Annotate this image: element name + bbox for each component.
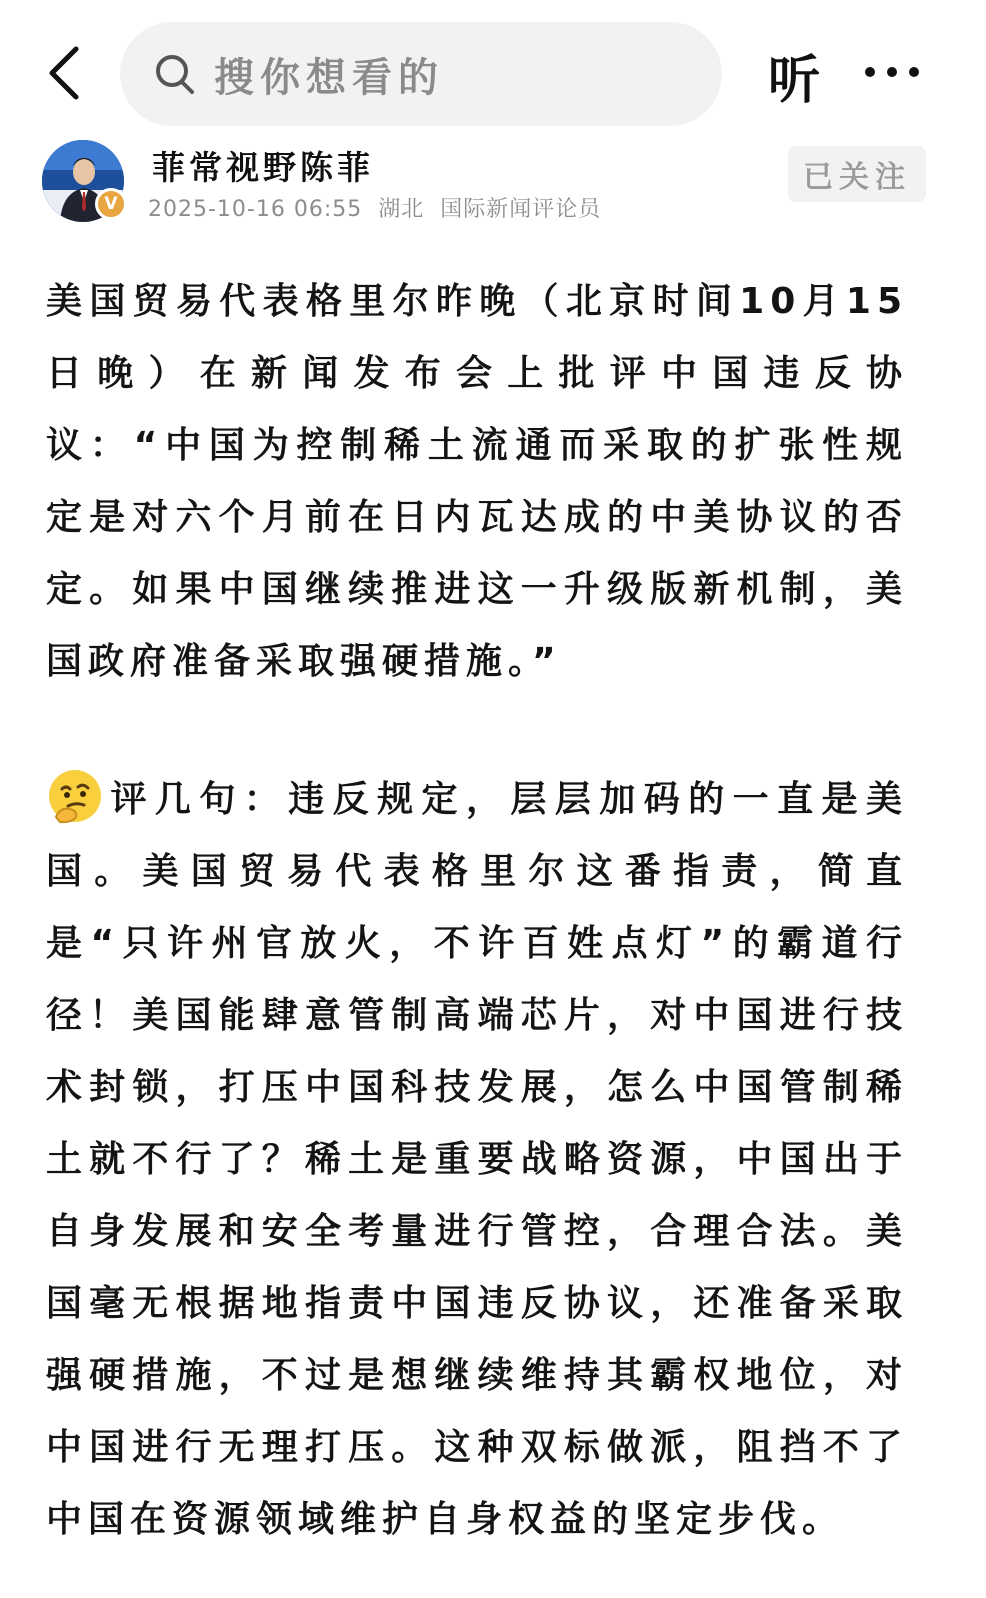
search-input[interactable] xyxy=(120,22,722,126)
back-button[interactable] xyxy=(34,38,94,108)
post-timestamp: 2025-10-16 06:55 xyxy=(148,197,363,222)
author-meta xyxy=(148,192,609,223)
search-icon xyxy=(152,51,198,97)
listen-button[interactable]: 听 xyxy=(768,51,821,111)
author-name[interactable]: 菲常视野陈菲 xyxy=(152,148,374,187)
comment-text: 评几句：违反规定，层层加码的一直是美国。美国贸易代表格里尔这番指责，简直是“只许州官放火，不许百姓点灯”的霸道行径！美国能肆意管制高端芯片，对中国进行技术封锁，打压中国科技发展，怎么中国管制稀土就不行了？稀土是重要战略资源，中国出于自身发展和安全考量进行管控，合理合法。美国毫无根据地指责中国违反协议，还准备采取强硬措施，不过是想继续维持其霸权地位，对中国进行无理打压。这种双标做派，阻挡不了中国在资源领域维护自身权益的坚定步伐。 xyxy=(46,779,908,1540)
top-bar xyxy=(0,0,986,140)
more-button[interactable] xyxy=(862,50,922,94)
author-header xyxy=(0,140,986,230)
post-location: 湖北 xyxy=(378,197,425,222)
verified-badge: V xyxy=(95,188,127,220)
article-paragraph-comment xyxy=(46,764,908,1556)
follow-button[interactable]: 已关注 xyxy=(788,146,926,202)
search-placeholder: 搜你想看的 xyxy=(214,54,444,101)
thinking-face-emoji-icon xyxy=(46,767,104,825)
article-paragraph: 美国贸易代表格里尔昨晚（北京时间10月15日晚）在新闻发布会上批评中国违反协议：“中国为控制稀土流通而采取的扩张性规定是对六个月前在日内瓦达成的中美协议的否定。如果中国继续推进这一升级版新机制，美国政府准备采取强硬措施。” xyxy=(46,281,908,682)
chevron-left-icon xyxy=(44,43,84,103)
author-title: 国际新闻评论员 xyxy=(440,197,602,222)
more-dots-icon xyxy=(864,66,920,78)
